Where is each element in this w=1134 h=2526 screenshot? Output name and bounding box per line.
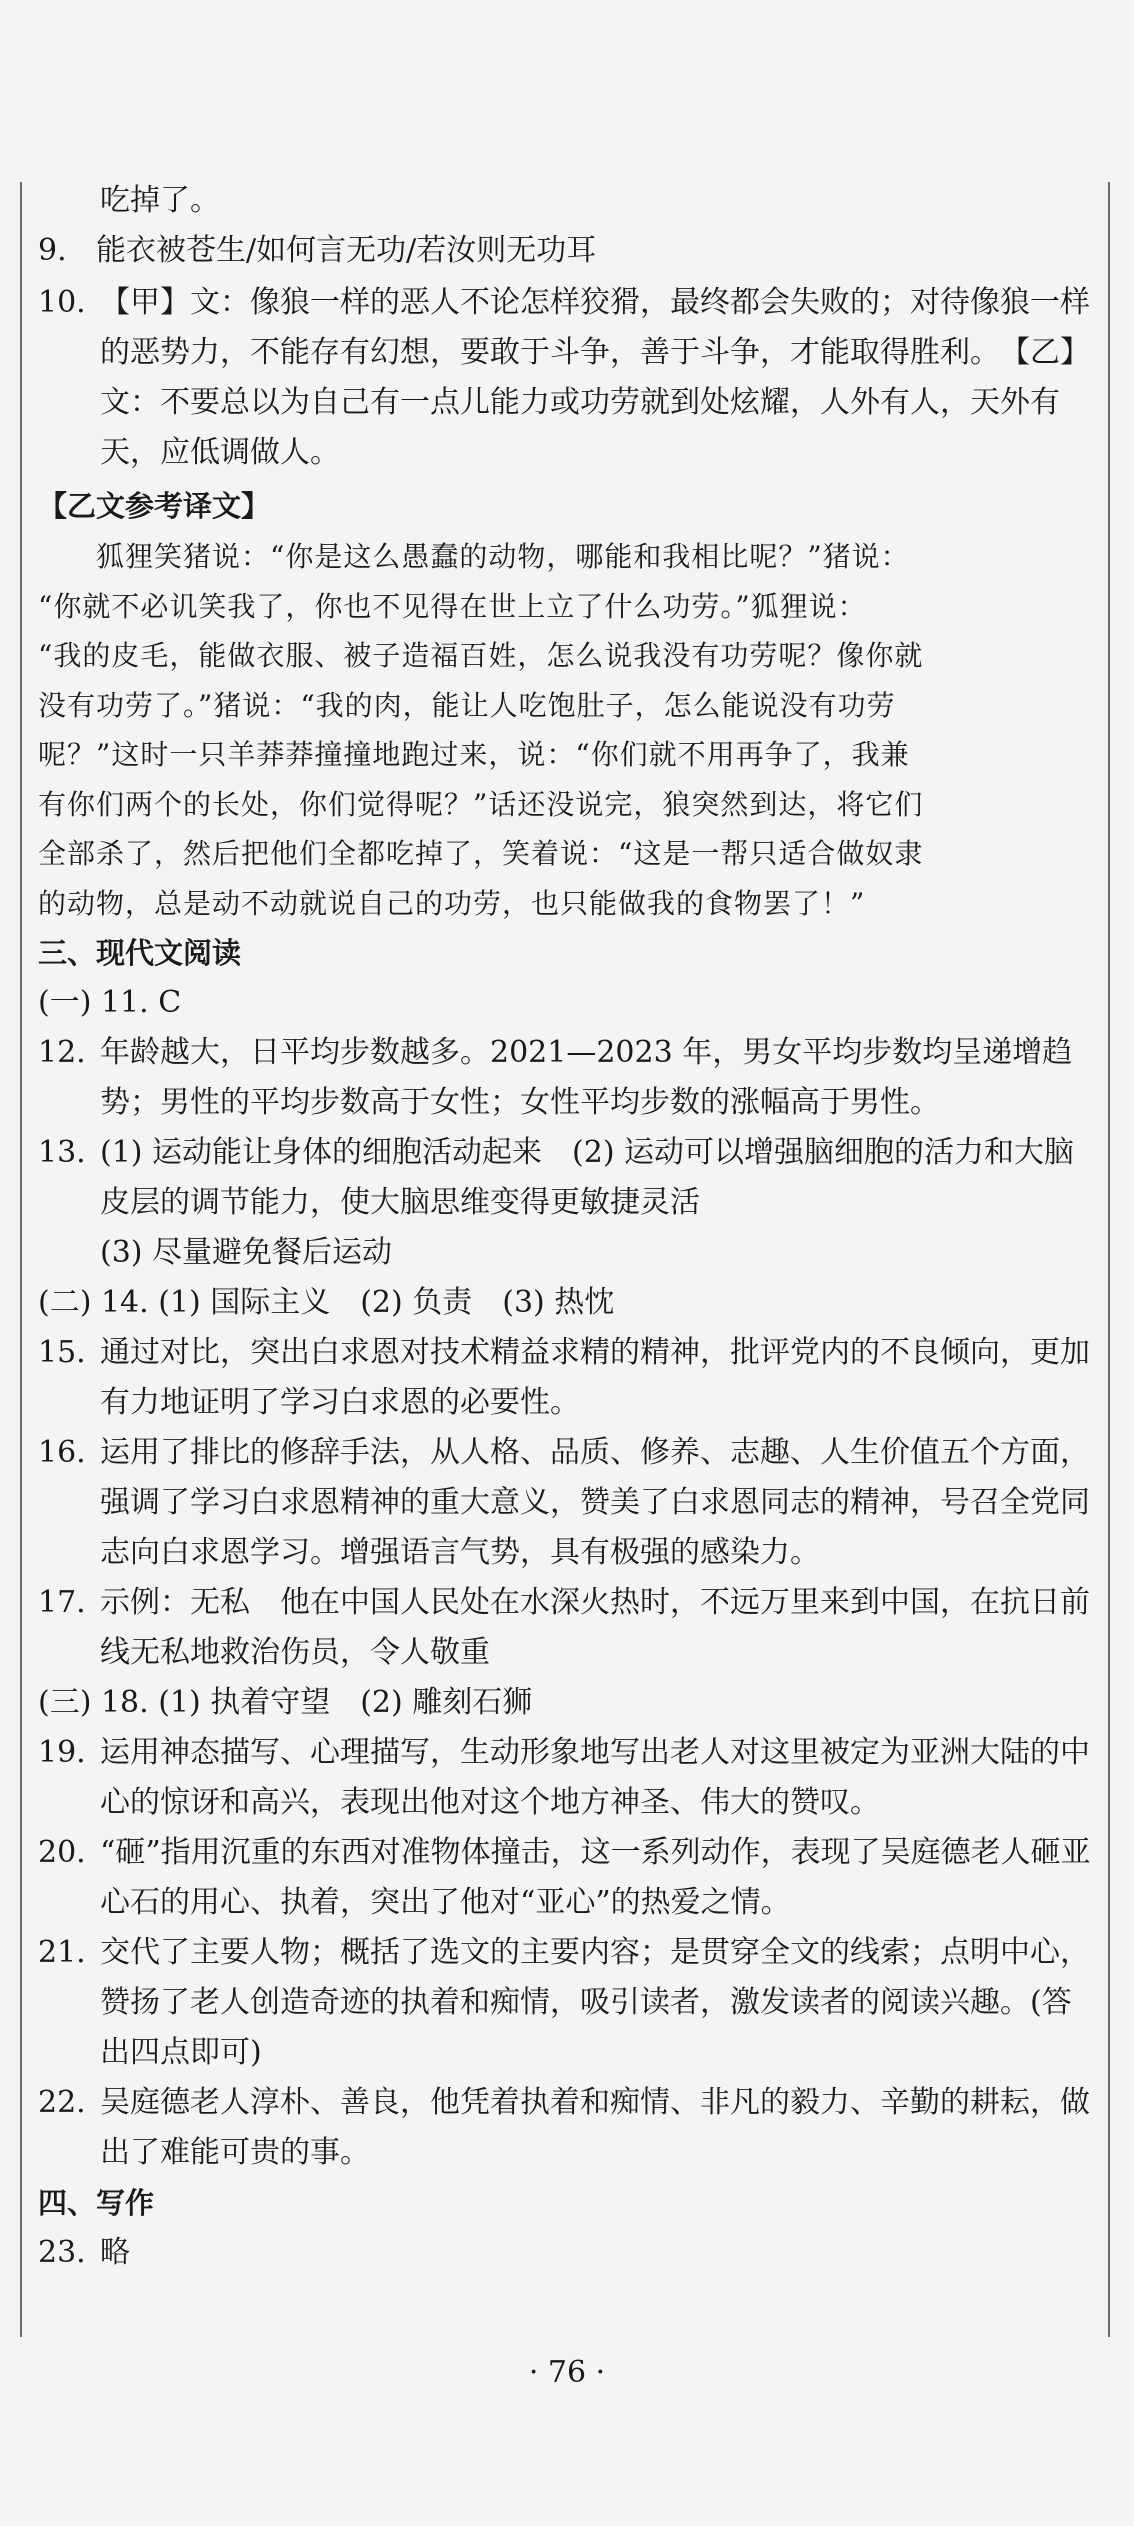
answer-12 [38,1028,1096,1128]
answer-text: 运用神态描写、心理描写，生动形象地写出老人对这里被定为亚洲大陆的中心的惊讶和高兴，表现出他对这个地方神圣、伟大的赞叹。 [100,1735,1090,1820]
answer-text: 交代了主要人物；概括了选文的主要内容；是贯穿全文的线索；点明中心，赞扬了老人创造奇迹的执着和痴情，吸引读者，激发读者的阅读兴趣。(答出四点即可) [100,1935,1090,2070]
answer-number: 10. [38,285,86,320]
translation-heading: 【乙文参考译文】 [38,489,271,523]
translation-passage [38,532,1096,928]
answer-21 [38,1928,1096,2078]
page-number: · 76 · [528,2355,606,2390]
translation-line: 狐狸笑猪说：“你是这么愚蠢的动物，哪能和我相比呢？”猪说： [96,540,910,573]
continued-text: 吃掉了。 [100,183,220,218]
left-margin-rule [20,182,22,2337]
answer-23 [38,2228,1096,2278]
answer-number: 19. [38,1735,86,1770]
translation-line: 呢？”这时一只羊莽莽撞撞地跑过来，说：“你们就不用再争了，我兼 [38,738,910,771]
answer-14: (二) 14. (1) 国际主义 (2) 负责 (3) 热忱 [38,1285,615,1320]
answer-text: 运用了排比的修辞手法，从人格、品质、修养、志趣、人生价值五个方面，强调了学习白求恩精神的重大意义，赞美了白求恩同志的精神，号召全党同志向白求恩学习。增强语言气势，具有极强的感染力。 [100,1435,1090,1570]
answer-13 [38,1128,1096,1228]
section-heading: 四、写作 [38,2186,155,2220]
answer-text: (1) 运动能让身体的细胞活动起来 (2) 运动可以增强脑细胞的活力和大脑皮层的调节能力，使大脑思维变得更敏捷灵活 [100,1135,1075,1220]
answer-number: 21. [38,1935,86,1970]
translation-line: “我的皮毛，能做衣服、被子造福百姓，怎么说我没有功劳呢？像你就 [38,639,924,672]
answer-15 [38,1328,1096,1428]
answer-17 [38,1578,1096,1678]
answer-number: 13. [38,1135,86,1170]
answer-text: 示例：无私 他在中国人民处在水深火热时，不远万里来到中国，在抗日前线无私地救治伤员，令人敬重 [100,1585,1090,1670]
answer-text: 吴庭德老人淳朴、善良，他凭着执着和痴情、非凡的毅力、辛勤的耕耘，做出了难能可贵的事。 [100,2085,1090,2170]
answer-text: 通过对比，突出白求恩对技术精益求精的精神，批评党内的不良倾向，更加有力地证明了学习白求恩的必要性。 [100,1335,1090,1420]
answer-text: “砸”指用沉重的东西对准物体撞击，这一系列动作，表现了吴庭德老人砸亚心石的用心、执着，突出了他对“亚心”的热爱之情。 [100,1835,1091,1920]
answer-10 [38,278,1096,478]
answer-number: 9. [38,233,67,268]
answer-number: 15. [38,1335,86,1370]
translation-line: 有你们两个的长处，你们觉得呢？”话还没说完，狼突然到达，将它们 [38,787,924,821]
answer-20 [38,1828,1096,1928]
translation-line: 没有功劳了。”猪说：“我的肉，能让人吃饱肚子，怎么能说没有功劳 [38,688,896,722]
section-heading: 三、现代文阅读 [38,936,242,970]
answer-16 [38,1428,1096,1578]
answer-9 [38,226,1096,276]
translation-line: “你就不必讥笑我了，你也不见得在世上立了什么功劳。”狐狸说： [38,589,867,623]
right-margin-rule [1108,182,1110,2337]
answer-text: 略 [100,2235,130,2270]
answer-text: 年龄越大，日平均步数越多。2021—2023 年，男女平均步数均呈递增趋势；男性的平均步数高于女性；女性平均步数的涨幅高于男性。 [100,1035,1073,1120]
answer-number: 20. [38,1835,86,1870]
answer-number: 12. [38,1035,86,1070]
translation-line: 全部杀了，然后把他们全都吃掉了，笑着说：“这是一帮只适合做奴隶 [38,837,924,870]
answer-number: 17. [38,1585,86,1620]
answer-text: 【甲】文：像狼一样的恶人不论怎样狡猾，最终都会失败的；对待像狼一样的恶势力，不能存有幻想，要敢于斗争，善于斗争，才能取得胜利。 【乙】文：不要总以为自己有一点儿能力或功劳就到处炫耀，人外有人，天外有天，应低调做人。 [100,285,1090,470]
answer-22 [38,2078,1096,2178]
answer-number: 23. [38,2235,86,2270]
translation-line: 的动物，总是动不动就说自己的功劳，也只能做我的食物罢了！” [38,886,866,920]
answer-number: 16. [38,1435,86,1470]
answer-number: 22. [38,2085,86,2120]
answer-13-part3: (3) 尽量避免餐后运动 [100,1235,393,1270]
answer-page [38,176,1096,2278]
answer-18: (三) 18. (1) 执着守望 (2) 雕刻石狮 [38,1685,533,1720]
answer-text: 能衣被苍生/如何言无功/若汝则无功耳 [96,233,597,268]
answer-11: (一) 11. C [38,985,182,1020]
answer-19 [38,1728,1096,1828]
